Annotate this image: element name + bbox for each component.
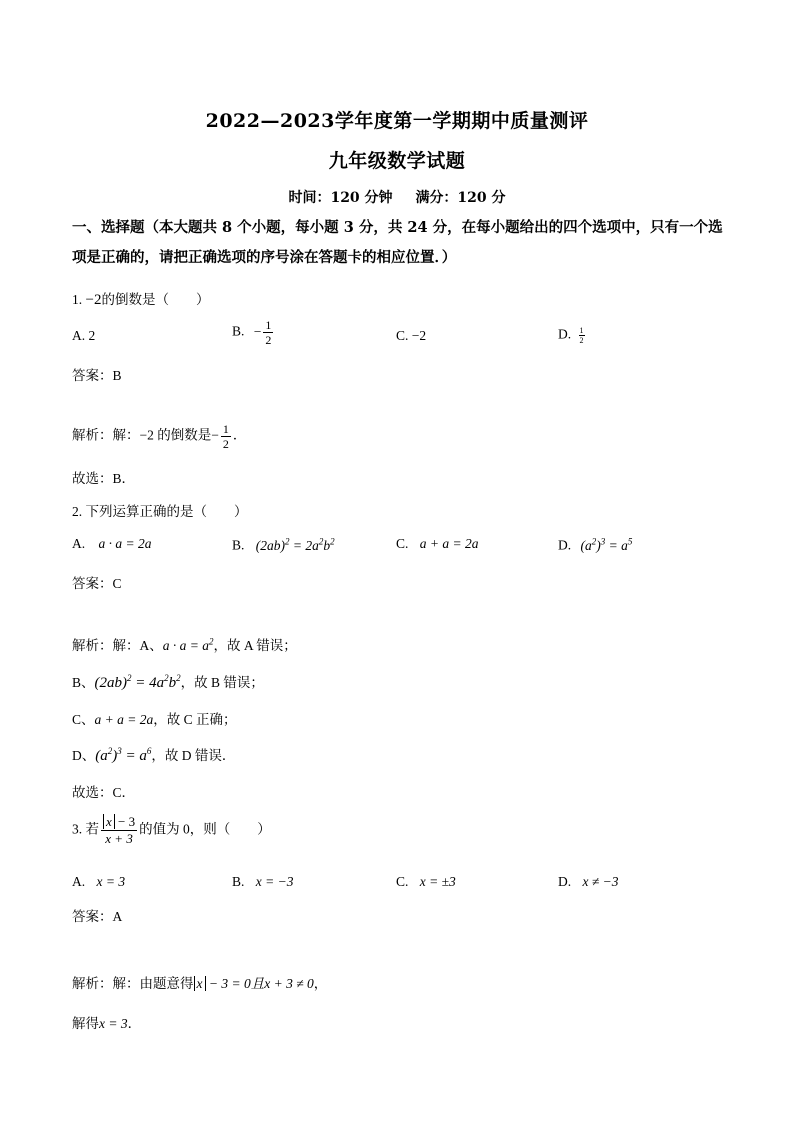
q2-analysis-a: 解析：解：A、$a \cdot a = a^2$，故 A 错误； xyxy=(72,636,297,653)
q2-option-a: A. a · a = 2a xyxy=(72,536,152,551)
q2-stem: 2. 下列运算正确的是（ ） xyxy=(72,504,248,519)
q1-option-b: B. − $\frac{1}{2}$ xyxy=(232,318,272,347)
q1-analysis: 解析：解：−2 的倒数是− $\frac{1}{2}$ ． xyxy=(72,422,247,451)
q3-option-a: A. x = 3 xyxy=(72,874,126,889)
q3-option-c: C. x = ±3 xyxy=(396,874,456,889)
q1-choose: 故选：B． xyxy=(72,471,136,486)
section-heading: 一、选择题（本大题共 8 个小题，每小题 3 分，共 24 分，在每小题给出的四个选项中，只有一个选项是正确的，请把正确选项的序号涂在答题卡的相应位置．） xyxy=(72,219,723,266)
q3-analysis: 解析：解：由题意得 x − 3 = 0且x + 3 ≠ 0， xyxy=(72,976,328,991)
q1-stem: 1. −2的倒数是（ ） xyxy=(72,292,210,308)
exam-time: 时间：120 分钟 xyxy=(288,190,393,206)
q1-answer: 答案：B xyxy=(72,368,122,383)
q2-analysis-d: D、$(a^2)^3 = a^6$，故 D 错误． xyxy=(72,746,236,764)
q2-choose: 故选：C． xyxy=(72,785,136,800)
exam-meta xyxy=(0,187,794,207)
q3-stem: 3. 若 $\frac{x - 3}{x + 3}$ 的值为 0，则（ ） xyxy=(72,814,271,846)
q1-option-c: C. −2 xyxy=(396,328,427,343)
q2-option-b: B. $(2ab)^2 = 2a^2b^2$ xyxy=(232,536,335,553)
q2-analysis-b: B、$(2ab)^2 = 4a^2b^2$，故 B 错误； xyxy=(72,673,264,691)
exam-subtitle: 九年级数学试题 xyxy=(328,150,466,172)
q3-option-d: D. x ≠ −3 xyxy=(558,874,619,889)
q3-option-b: B. x = −3 xyxy=(232,874,294,889)
q2-option-d: D. $(a^2)^3 = a^5$ xyxy=(558,536,633,553)
q3-solve: 解得x = 3． xyxy=(72,1016,142,1031)
q3-answer: 答案：A xyxy=(72,909,123,924)
q2-analysis-c: C、a + a = 2a，故 C 正确； xyxy=(72,712,237,727)
exam-score: 满分：120 分 xyxy=(415,190,506,206)
q2-option-c: C. a + a = 2a xyxy=(396,536,479,551)
q2-answer: 答案：C xyxy=(72,576,122,591)
q1-option-d: D. $\frac{1}{2}$ xyxy=(558,326,584,345)
exam-title: 2022—2023学年度第一学期期中质量测评 xyxy=(205,110,589,132)
q1-option-a: A. 2 xyxy=(72,328,96,343)
